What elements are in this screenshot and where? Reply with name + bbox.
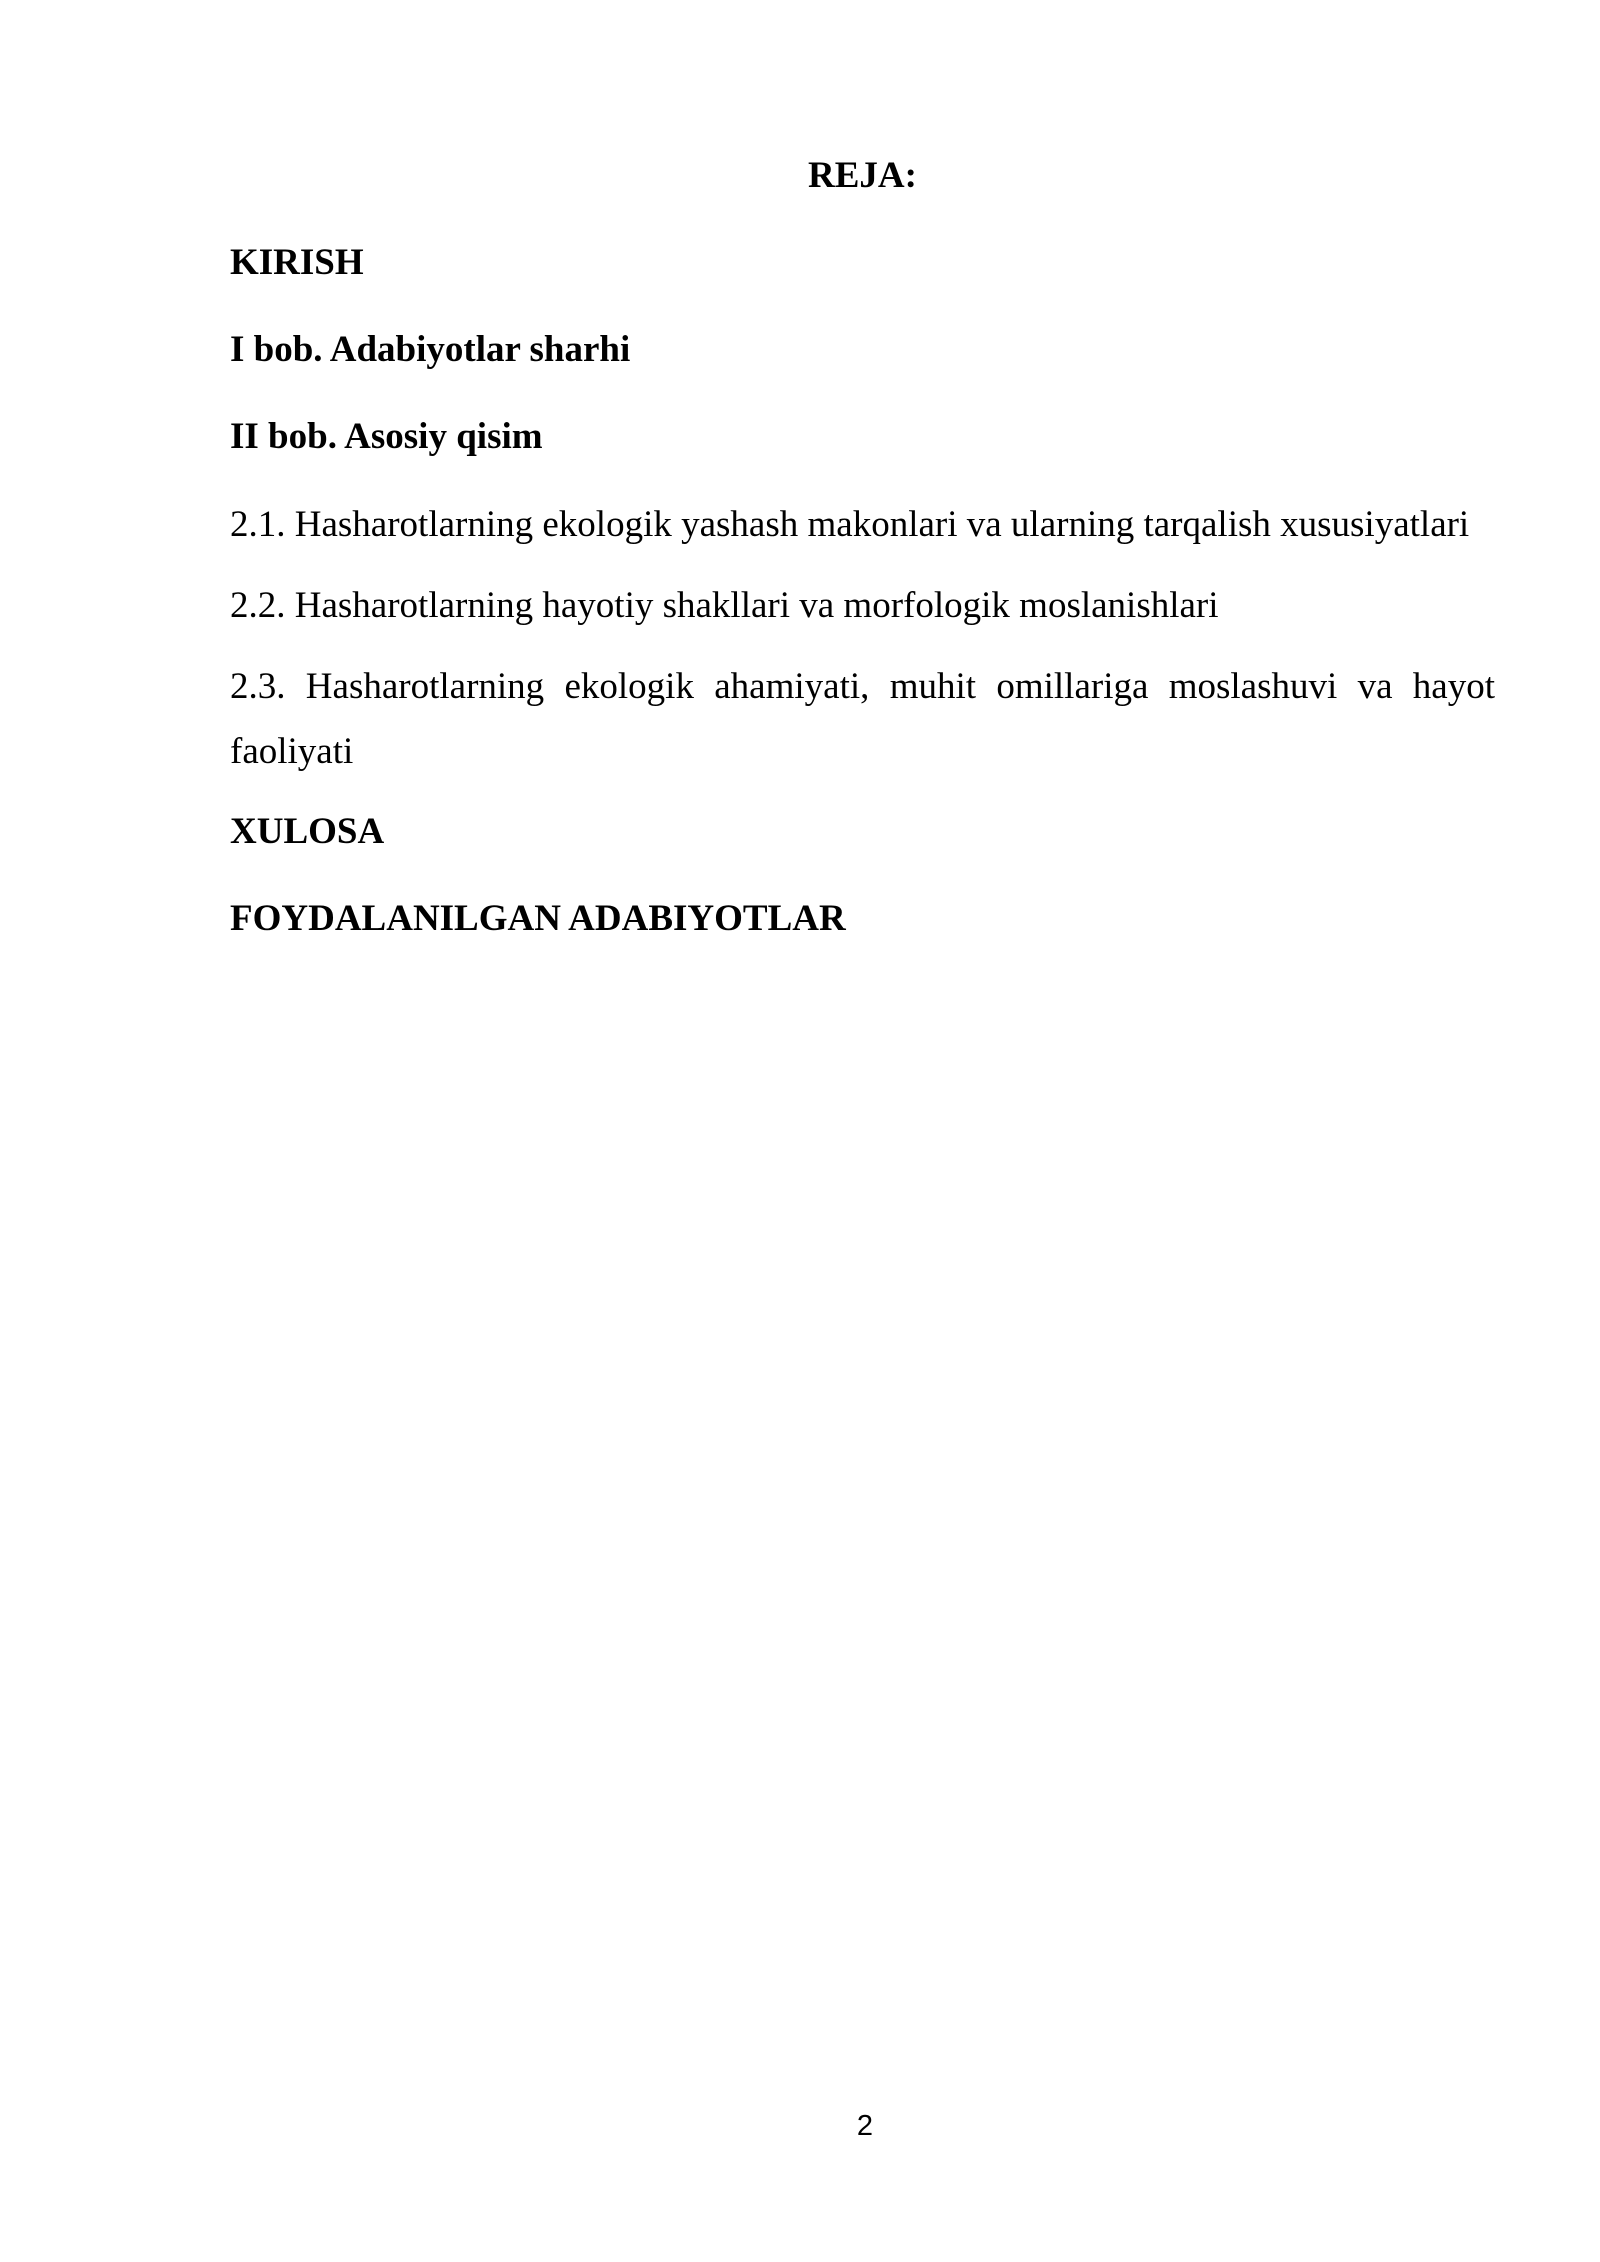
- toc-entry-chapter-1: I bob. Adabiyotlar sharhi: [230, 329, 631, 370]
- toc-entry-section-2-2: 2.2. Hasharotlarning hayotiy shakllari va morfologik moslanishlari: [230, 585, 1219, 626]
- page-number: 2: [856, 2110, 874, 2142]
- toc-entry-section-2-3: 2.3. Hasharotlarning ekologik ahamiyati, muhit omillariga moslashuvi va hayot faoliyati: [230, 666, 1495, 772]
- toc-entry-section-2-1: 2.1. Hasharotlarning ekologik yashash makonlari va ularning tarqalish xususiyatlari: [230, 504, 1470, 545]
- toc-entry-chapter-2: II bob. Asosiy qisim: [230, 416, 543, 457]
- toc-entry-references: FOYDALANILGAN ADABIYOTLAR: [230, 898, 846, 939]
- plan-content: [230, 150, 1495, 980]
- toc-entry-conclusion: XULOSA: [230, 811, 385, 852]
- plan-title: REJA:: [808, 155, 917, 196]
- toc-entry-introduction: KIRISH: [230, 242, 364, 283]
